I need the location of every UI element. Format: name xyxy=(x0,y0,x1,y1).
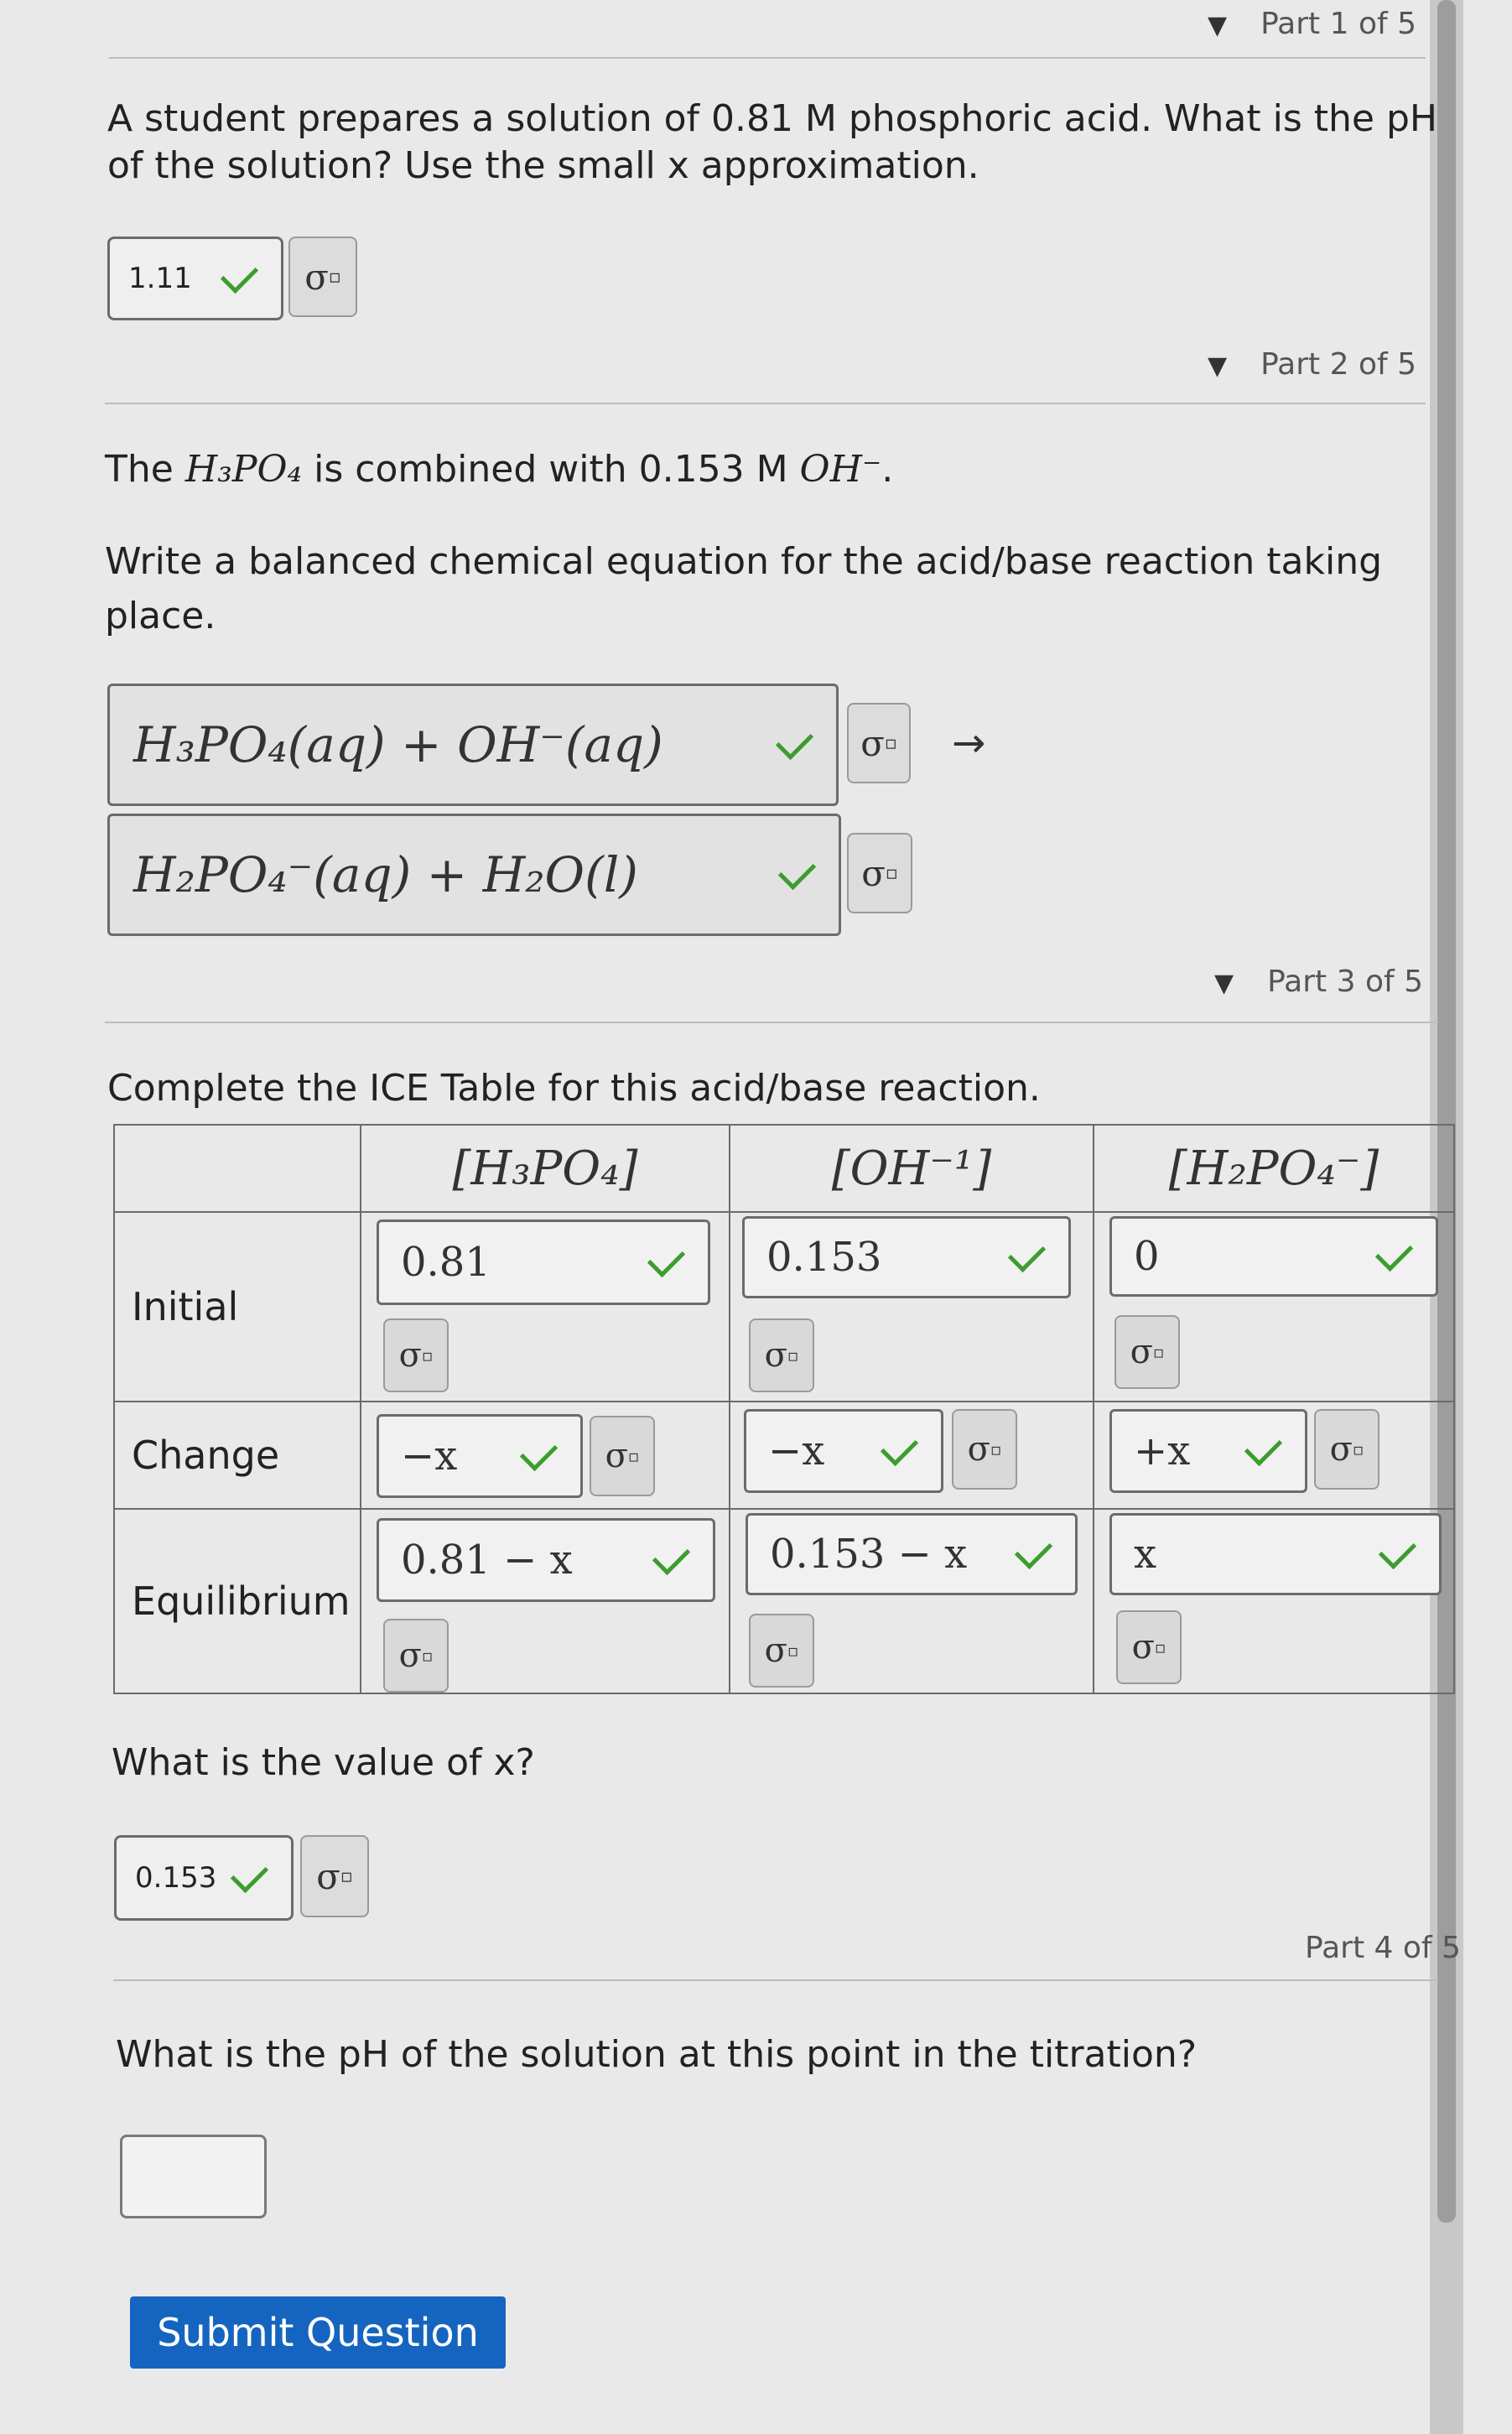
ice-cell xyxy=(361,1212,730,1402)
part1-answer-field[interactable]: 1.11 xyxy=(107,237,283,320)
check-icon xyxy=(647,1239,685,1277)
ice-corner xyxy=(114,1125,361,1212)
divider xyxy=(105,1022,1438,1023)
ice-cell xyxy=(1094,1212,1454,1402)
ice-cell xyxy=(730,1402,1094,1509)
collapse-triangle-icon[interactable]: ▼ xyxy=(1208,11,1228,40)
check-icon xyxy=(1015,1531,1052,1568)
row-label: Initial xyxy=(114,1212,361,1402)
submit-question-button[interactable]: Submit Question xyxy=(130,2296,506,2369)
column-header: [OH⁻¹] xyxy=(730,1125,1094,1212)
check-icon xyxy=(778,851,816,889)
part2-header[interactable]: ▼ Part 2 of 5 xyxy=(1208,347,1416,382)
collapse-triangle-icon[interactable]: ▼ xyxy=(1208,351,1228,381)
check-icon xyxy=(1379,1531,1416,1568)
part1-header[interactable]: ▼ Part 1 of 5 xyxy=(1208,7,1416,41)
x-answer-field[interactable]: 0.153 xyxy=(114,1835,294,1921)
part4-question: What is the pH of the solution at this point in the titration? xyxy=(116,2033,1198,2076)
divider xyxy=(109,57,1426,59)
ice-input[interactable]: 0.153 xyxy=(742,1216,1071,1298)
symbol-button[interactable]: σ ▫ xyxy=(1115,1315,1180,1389)
ice-cell xyxy=(1094,1402,1454,1509)
reaction-arrow: → xyxy=(952,720,986,767)
ice-input[interactable]: 0.153 − x xyxy=(746,1513,1078,1595)
symbol-button[interactable]: σ ▫ xyxy=(383,1619,449,1693)
check-icon xyxy=(776,721,813,759)
part1-question-line1: A student prepares a solution of 0.81 M phosphoric acid. What is the pH xyxy=(107,97,1437,140)
check-icon xyxy=(881,1428,918,1465)
symbol-button[interactable]: σ ▫ xyxy=(847,703,911,783)
ice-cell xyxy=(730,1509,1094,1693)
ice-input[interactable]: 0.81 xyxy=(377,1220,710,1305)
symbol-button[interactable]: σ ▫ xyxy=(847,833,912,913)
ph-answer-field[interactable] xyxy=(120,2135,267,2218)
check-icon xyxy=(231,1854,268,1892)
reactants-field[interactable]: H₃PO₄(aq) + OH⁻(aq) xyxy=(107,684,839,806)
divider xyxy=(105,403,1426,404)
symbol-button[interactable]: σ ▫ xyxy=(749,1318,814,1392)
symbol-button[interactable]: σ ▫ xyxy=(749,1614,814,1688)
part1-question-line2: of the solution? Use the small x approximation. xyxy=(107,144,979,187)
check-icon xyxy=(1375,1233,1413,1271)
symbol-button[interactable]: σ ▫ xyxy=(383,1318,449,1392)
collapse-triangle-icon[interactable]: ▼ xyxy=(1214,969,1234,998)
ice-cell xyxy=(361,1509,730,1693)
ice-input[interactable]: 0.81 − x xyxy=(377,1518,715,1602)
column-header: [H₂PO₄⁻] xyxy=(1094,1125,1454,1212)
part3-header[interactable]: ▼ Part 3 of 5 xyxy=(1214,965,1423,999)
ice-input[interactable]: x xyxy=(1109,1513,1442,1595)
ice-table xyxy=(113,1124,1455,1694)
check-icon xyxy=(652,1537,690,1574)
row-label: Equilibrium xyxy=(114,1509,361,1693)
scrollbar-thumb[interactable] xyxy=(1437,0,1456,2223)
divider xyxy=(113,1979,1438,1981)
x-question: What is the value of x? xyxy=(112,1741,535,1784)
products-field[interactable]: H₂PO₄⁻(aq) + H₂O(l) xyxy=(107,814,841,936)
symbol-button[interactable]: σ ▫ xyxy=(300,1835,369,1917)
ice-cell xyxy=(1094,1509,1454,1693)
row-label: Change xyxy=(114,1402,361,1509)
ice-cell xyxy=(730,1212,1094,1402)
part2-intro: The H₃PO₄ is combined with 0.153 M OH⁻. xyxy=(105,448,894,491)
check-icon xyxy=(221,255,258,293)
ice-cell xyxy=(361,1402,730,1509)
ice-input[interactable]: −x xyxy=(377,1414,583,1498)
ice-input[interactable]: 0 xyxy=(1109,1216,1438,1297)
part3-question: Complete the ICE Table for this acid/base reaction. xyxy=(107,1067,1041,1110)
check-icon xyxy=(1244,1428,1282,1465)
check-icon xyxy=(1008,1234,1046,1272)
part4-header[interactable]: Part 4 of 5 xyxy=(1305,1931,1461,1965)
symbol-button[interactable]: σ ▫ xyxy=(1314,1409,1380,1490)
ice-input[interactable]: −x xyxy=(744,1409,943,1493)
symbol-button[interactable]: σ ▫ xyxy=(1116,1610,1182,1684)
symbol-button[interactable]: σ ▫ xyxy=(590,1416,655,1496)
part2-question-line2: place. xyxy=(105,595,216,637)
ice-input[interactable]: +x xyxy=(1109,1409,1307,1493)
part2-question-line1: Write a balanced chemical equation for the acid/base reaction taking xyxy=(105,540,1383,583)
symbol-button[interactable]: σ ▫ xyxy=(952,1409,1017,1490)
column-header: [H₃PO₄] xyxy=(361,1125,730,1212)
check-icon xyxy=(520,1433,558,1470)
symbol-button[interactable]: σ ▫ xyxy=(288,237,357,317)
